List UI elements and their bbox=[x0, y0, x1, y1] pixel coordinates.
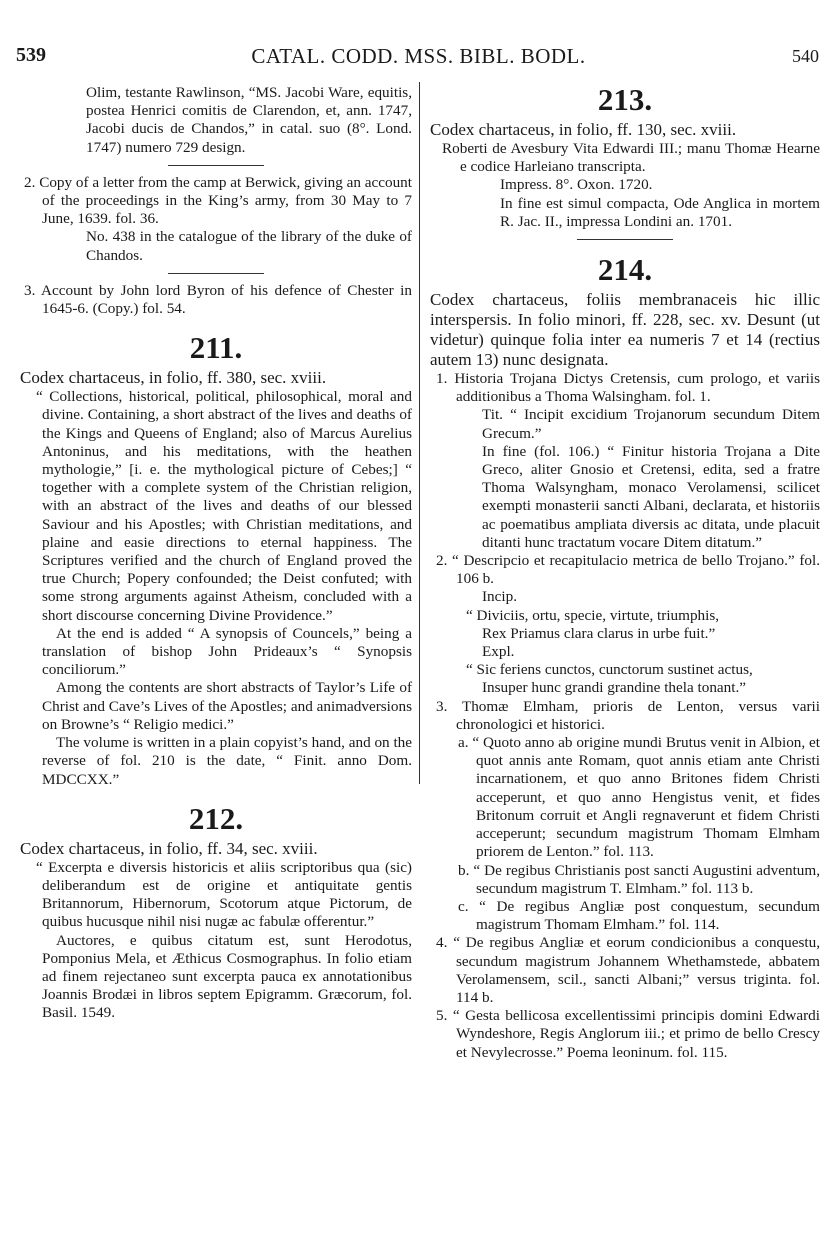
codex-211-heading: Codex chartaceus, in folio, ff. 380, sec. xviii. bbox=[20, 368, 327, 388]
item-3: 3. Thomæ Elmham, prioris de Lenton, versus varii chronologici et historici. bbox=[436, 697, 820, 733]
item-3a: a. “ Quoto anno ab origine mundi Brutus venit in Albion, et quot annis ante Romam, quot annis etiam ante Christi incarnationem, et quo anno Britones fidem Christi acceperunt, et quo anno Hengistus venit, et fides Britonum corruit et Angli regnaverunt et fidem Christi acceperunt; secundum magistrum Thomam Elmham priorem de Lenton.” fol. 113. bbox=[458, 734, 820, 861]
codex-number-213: 213. bbox=[597, 82, 653, 117]
running-title: CATAL. CODD. MSS. BIBL. BODL. bbox=[251, 44, 586, 68]
right-column bbox=[430, 84, 820, 1062]
codex-214-heading: Codex chartaceus, foliis membranaceis hic illic interspersis. In folio minori, ff. 228, sec. xv. Desunt (ut videtur) quinque folia inter ea numeris 7 et 14 (rectius autem 13) nunc designata. bbox=[430, 290, 820, 370]
column-divider bbox=[419, 82, 420, 784]
intro-note: Olim, testante Rawlinson, “MS. Jacobi Ware, equitis, postea Henrici comitis de Clarendon, et, ann. 1747, Jacobi ducis de Chandos,” in catal. suo (8°. Lond. 1747) numero 729 design. bbox=[86, 84, 412, 156]
item-2-verse-3: “ Sic feriens cunctos, cunctorum sustinet actus, bbox=[466, 661, 753, 679]
section-rule bbox=[577, 239, 673, 240]
codex-211-para-3: The volume is written in a plain copyist’s hand, and on the reverse of fol. 210 is the date, “ Finit. anno Dom. MDCCXX.” bbox=[42, 734, 412, 788]
codex-212-quote: “ Excerpta e diversis historicis et aliis scriptoribus qua (sic) deliberandum est de origine et antiquitate gentis Britannorum, Hibernorum, Scotorum atque Pictorum, de quibus hucusque nihil nisi nugæ ac fabulæ offerentur.” bbox=[36, 858, 412, 931]
item-2-verse-1: “ Diviciis, ortu, specie, virtute, triumphis, bbox=[466, 606, 720, 624]
item-3: 3. Account by John lord Byron of his defence of Chester in 1645-6. (Copy.) fol. 54. bbox=[24, 281, 412, 318]
item-2: 2. “ Descripcio et recapitulacio metrica de bello Trojano.” fol. 106 b. bbox=[436, 552, 820, 588]
section-rule bbox=[168, 165, 264, 166]
item-2: 2. Copy of a letter from the camp at Berwick, giving an account of the proceedings in the King’s army, from 30 May to 7 June, 1639. fol. 36. bbox=[24, 173, 413, 228]
item-1: 1. Historia Trojana Dictys Cretensis, cum prologo, et variis additionibus a Thoma Walsingham. fol. 1. bbox=[436, 370, 820, 406]
codex-211-para-1: At the end is added “ A synopsis of Councels,” being a translation of bishop John Prideaux’s “ Synopsis conciliorum.” bbox=[42, 624, 412, 679]
codex-213-impress: Impress. 8°. Oxon. 1720. bbox=[500, 176, 653, 194]
item-2-note: No. 438 in the catalogue of the library of the duke of Chandos. bbox=[86, 228, 412, 264]
left-column bbox=[20, 84, 412, 1023]
item-4: 4. “ De regibus Angliæ et eorum condicionibus a conquestu, secundum magistrum Johannem Whethamstede, abbatem Verolamensem, scil., sancti Albani;” versus triginta. fol. 114 b. bbox=[436, 934, 820, 1006]
codex-211-quote: “ Collections, historical, political, philosophical, moral and divine. Containing, a short abstract of the lives and deaths of the Kings and Queens of England; also of Marcus Aurelius Antoninus, and his meditations, with the heathen mythologie,” [i. e. the mythological picture of Cebes;] “ together with a complete system of the Christian religion, with an abstract of the lives and deaths of our blessed Saviour and his Apostles; with Christian meditations, and plaine and easie directions to eternal happiness. The Scriptures verified and the church of England proved the true Church; Popery confounded; the Deist confuted; with some strong arguments against Atheism, concluded with a short discourse concerning Divine Providence.” bbox=[36, 388, 412, 624]
codex-212-para-1: Auctores, e quibus citatum est, sunt Herodotus, Pomponius Mela, et Æthicus Cosmographus. In folio etiam ad finem rejectaneo sunt excerpta pauca ex annotationibus Joannis Brodæi in libros septem Epigramm. Græcorum, fol. Basil. 1549. bbox=[42, 931, 412, 1022]
item-2-verse-2: Rex Priamus clara clarus in urbe fuit.” bbox=[482, 624, 716, 642]
codex-211-para-2: Among the contents are short abstracts of Taylor’s Life of Christ and Cave’s Lives of the Apostles; and animadversions on Browne’s “ Religio medici.” bbox=[42, 679, 412, 733]
codex-213-fine: In fine est simul compacta, Ode Anglica in mortem R. Jac. II., impressa Londini an. 1701. bbox=[500, 194, 820, 230]
item-3c: c. “ De regibus Angliæ post conquestum, secundum magistrum Thomam Elmham.” fol. 114. bbox=[458, 897, 820, 934]
codex-213-text: Roberti de Avesbury Vita Edwardi III.; manu Thomæ Hearne e codice Harleiano transcripta. bbox=[442, 140, 820, 176]
item-5: 5. “ Gesta bellicosa excellentissimi principis domini Edwardi Wyndeshore, Regis Anglorum iii.; et primo de bello Crescy et Nevylecrosse.” Poema leoninum. fol. 115. bbox=[436, 1007, 820, 1061]
codex-213-heading: Codex chartaceus, in folio, ff. 130, sec. xviii. bbox=[430, 120, 737, 139]
item-1-title: Tit. “ Incipit excidium Trojanorum secundum Ditem Grecum.” bbox=[482, 406, 820, 442]
codex-number-211: 211. bbox=[189, 330, 243, 366]
item-2-expl: Expl. bbox=[482, 643, 515, 661]
item-3b: b. “ De regibus Christianis post sancti Augustini adventum, secundum magistrum T. Elmham.” fol. 113 b. bbox=[458, 861, 820, 897]
codex-number-214: 214. bbox=[597, 252, 653, 288]
page-number-right: 540 bbox=[792, 46, 819, 66]
item-2-verse-4: Insuper hunc grandi grandine thela tonant.” bbox=[482, 679, 747, 697]
page-header bbox=[0, 44, 837, 74]
codex-212-heading: Codex chartaceus, in folio, ff. 34, sec. xviii. bbox=[20, 838, 318, 858]
page-number-left: 539 bbox=[16, 44, 46, 66]
codex-number-212: 212. bbox=[188, 800, 244, 836]
section-rule bbox=[168, 273, 264, 274]
item-2-incip: Incip. bbox=[482, 588, 518, 606]
item-1-explicit: In fine (fol. 106.) “ Finitur historia Trojana a Dite Greco, aliter Gnosio et Cretensi, edita, sed a fratre Thoma Walsyngham, monaco Verolamensi, scilicet exempti monasterii sancti Albani, declarata, et historiis ac poematibus ampliata diversis ac ditata, unde placuit ditanti hunc tractatum vocare Ditem ditatum.” bbox=[482, 442, 820, 551]
